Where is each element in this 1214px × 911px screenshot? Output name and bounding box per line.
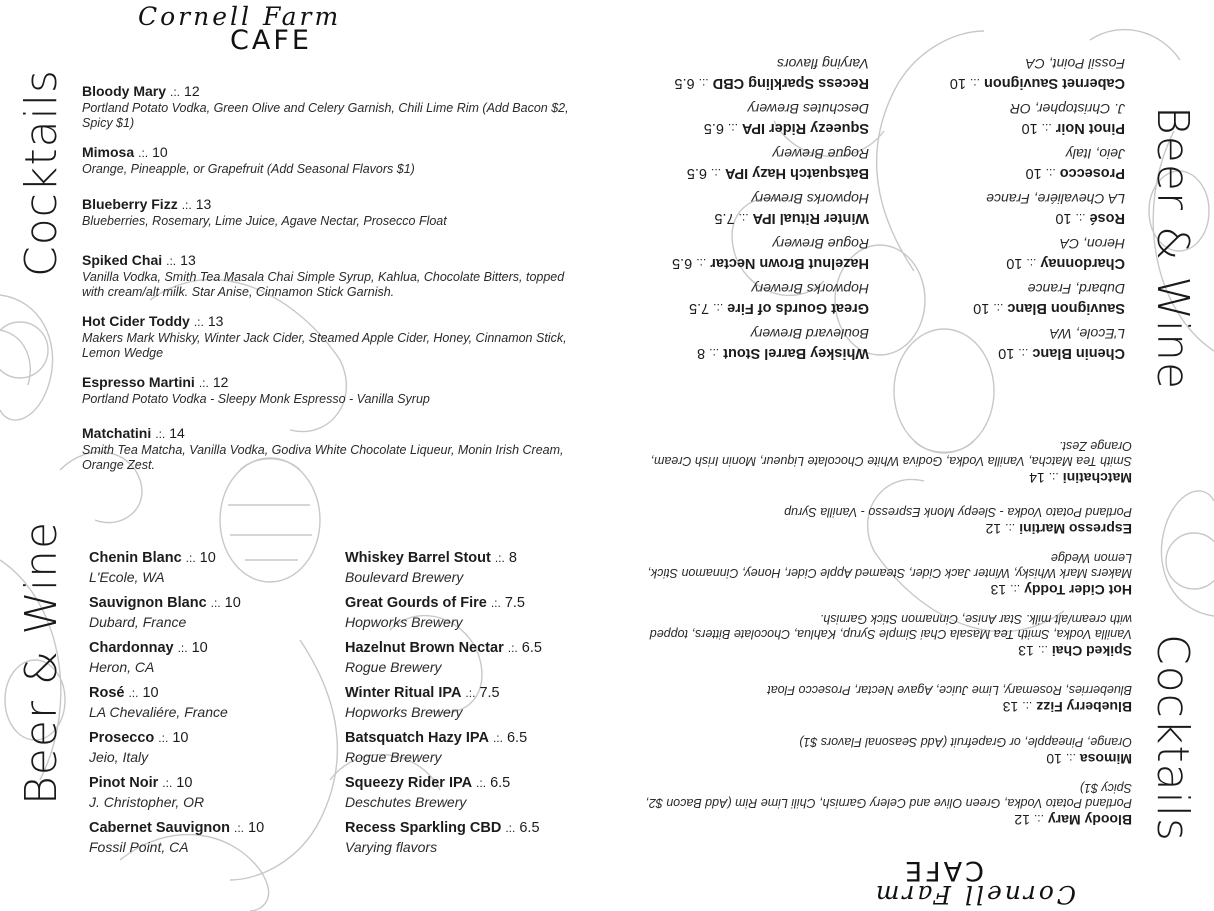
wine-item — [89, 549, 264, 594]
cocktail-item — [82, 83, 587, 131]
price-separator: .:. — [1037, 643, 1048, 657]
wine-list — [950, 47, 1125, 362]
beer-list — [345, 549, 542, 864]
cocktail-name: Blueberry Fizz — [82, 196, 178, 212]
beer-item — [345, 729, 542, 774]
beer-item — [672, 182, 869, 227]
wine-item — [89, 729, 264, 774]
beer-item — [672, 317, 869, 362]
price-separator: .:. — [170, 85, 181, 99]
wine-origin: J. Christopher, OR — [1009, 101, 1125, 117]
cocktail-item — [82, 144, 587, 177]
price-separator: .:. — [969, 76, 980, 90]
cocktail-price: 10 — [152, 144, 168, 160]
wine-origin: Jeio, Italy — [1065, 146, 1125, 162]
price-separator: .:. — [1065, 751, 1076, 765]
price-separator: .:. — [698, 76, 709, 90]
wine-list — [89, 549, 264, 864]
cocktail-name: Bloody Mary — [1047, 812, 1132, 828]
wine-item — [950, 47, 1125, 92]
cafe-logo — [138, 2, 438, 56]
cocktail-item — [627, 550, 1132, 598]
price-separator: .:. — [155, 427, 166, 441]
wine-item — [950, 227, 1125, 272]
beer-item — [672, 137, 869, 182]
price-separator: .:. — [234, 821, 245, 835]
price-separator: .:. — [1033, 812, 1044, 826]
wine-item — [950, 272, 1125, 317]
wine-origin: L'Ecole, WA — [89, 569, 165, 585]
wine-price: 10 — [1021, 120, 1038, 136]
price-separator: .:. — [713, 301, 724, 315]
beer-name: Whiskey Barrel Stout — [345, 550, 491, 566]
beer-item — [345, 819, 542, 864]
beer-item — [672, 227, 869, 272]
beer-name: Hazelnut Brown Nectar — [345, 640, 504, 656]
cocktail-description: Smith Tea Matcha, Vanilla Vodka, Godiva White Chocolate Liqueur, Monin Irish Cream, Orange Zest. — [82, 443, 564, 472]
beer-wine-section-title: Beer & Wine — [16, 520, 67, 805]
wine-name: Prosecco — [89, 730, 155, 746]
cocktail-item — [627, 504, 1132, 537]
wine-name: Prosecco — [1059, 165, 1125, 181]
cocktail-description: Orange, Pineapple, or Grapefruit (Add Seasonal Flavors $1) — [799, 735, 1132, 749]
beer-origin: Boulevard Brewery — [345, 569, 464, 585]
price-separator: .:. — [711, 166, 722, 180]
price-separator: .:. — [158, 731, 169, 745]
wine-origin: L'Ecole, WA — [1049, 326, 1125, 342]
price-separator: .:. — [128, 686, 139, 700]
beer-item — [345, 639, 542, 684]
price-separator: .:. — [198, 376, 209, 390]
beer-name: Recess Sparkling CBD — [345, 820, 502, 836]
cocktail-price: 13 — [1018, 643, 1034, 659]
logo-script: Cornell Farm — [138, 2, 342, 31]
beer-price: 7.5 — [714, 210, 735, 226]
cocktail-description: Vanilla Vodka, Smith Tea Masala Chai Simple Syrup, Kahlua, Chocolate Bitters, topped with cream/alt milk. Star Anise, Cinnamon Stick Garnish. — [82, 270, 565, 299]
beer-origin: Boulevard Brewery — [750, 326, 869, 342]
price-separator: .:. — [476, 776, 487, 790]
cocktail-description: Blueberries, Rosemary, Lime Juice, Agave Nectar, Prosecco Float — [82, 214, 447, 228]
beer-price: 6.5 — [674, 75, 695, 91]
beer-price: 6.5 — [703, 120, 724, 136]
beer-name: Winter Ritual IPA — [345, 685, 462, 701]
price-separator: .:. — [1018, 346, 1029, 360]
wine-price: 10 — [1006, 255, 1023, 271]
beer-item — [345, 774, 542, 819]
cocktails-section-title: Cocktails — [16, 69, 67, 277]
wine-name: Rosé — [1089, 210, 1125, 226]
wine-item — [950, 182, 1125, 227]
wine-name: Chenin Blanc — [1032, 345, 1125, 361]
cocktail-name: Mimosa — [1079, 751, 1132, 767]
beer-price: 7.5 — [504, 595, 525, 611]
wine-item — [89, 819, 264, 864]
price-separator: .:. — [492, 731, 503, 745]
logo-cafe: CAFE — [230, 25, 312, 56]
price-separator: .:. — [185, 551, 196, 565]
wine-name: Sauvignon Blanc — [89, 595, 207, 611]
wine-origin: LA Chevaliére, France — [89, 704, 228, 720]
menu-page-inverted — [607, 0, 1214, 911]
cocktail-item — [627, 611, 1132, 659]
beer-origin: Rogue Brewery — [345, 749, 442, 765]
beer-price: 8 — [697, 345, 706, 361]
cocktail-item — [627, 780, 1132, 828]
beer-name: Batsquatch Hazy IPA — [345, 730, 489, 746]
beer-name: Whiskey Barrel Stout — [723, 345, 869, 361]
wine-price: 10 — [1055, 210, 1072, 226]
wine-price: 10 — [199, 550, 216, 566]
cocktail-name: Matchatini — [82, 425, 152, 441]
beer-name: Batsquatch Hazy IPA — [725, 165, 869, 181]
beer-item — [672, 92, 869, 137]
wine-name: Chardonnay — [89, 640, 174, 656]
cocktail-price: 12 — [1014, 812, 1030, 828]
beer-price: 6.5 — [521, 640, 542, 656]
wine-origin: J. Christopher, OR — [89, 794, 205, 810]
price-separator: .:. — [1022, 699, 1033, 713]
cocktail-name: Matchatini — [1062, 470, 1132, 486]
price-separator: .:. — [181, 198, 192, 212]
price-separator: .:. — [1026, 256, 1037, 270]
beer-name: Great Gourds of Fire — [727, 300, 869, 316]
price-separator: .:. — [162, 776, 173, 790]
wine-item — [89, 684, 264, 729]
cocktail-price: 13 — [195, 196, 212, 212]
price-separator: .:. — [494, 551, 505, 565]
cocktail-description: Makers Mark Whisky, Winter Jack Cider, Steamed Apple Cider, Honey, Cinnamon Stick, Lemon Wedge — [82, 331, 567, 360]
cocktail-name: Mimosa — [82, 144, 135, 160]
wine-name: Pinot Noir — [1055, 120, 1125, 136]
wine-name: Sauvignon Blanc — [1007, 300, 1125, 316]
beer-item — [345, 594, 542, 639]
wine-name: Chardonnay — [1040, 255, 1125, 271]
beer-name: Recess Sparkling CBD — [712, 75, 869, 91]
cocktail-item — [627, 682, 1132, 715]
wine-price: 10 — [191, 640, 208, 656]
beer-price: 6.5 — [686, 165, 708, 181]
wine-name: Pinot Noir — [89, 775, 159, 791]
wine-price: 10 — [973, 300, 990, 316]
beer-origin: Deschutes Brewery — [747, 101, 869, 117]
price-separator: .:. — [138, 146, 149, 160]
beer-origin: Hopworks Brewery — [345, 614, 463, 630]
cocktail-item — [627, 734, 1132, 767]
wine-item — [89, 639, 264, 684]
wine-price: 10 — [224, 595, 241, 611]
beer-name: Hazelnut Brown Nectar — [710, 255, 869, 271]
beer-name: Squeezy Rider IPA — [741, 120, 869, 136]
wine-name: Chenin Blanc — [89, 550, 182, 566]
price-separator: .:. — [993, 301, 1004, 315]
price-separator: .:. — [505, 821, 516, 835]
cocktail-item — [82, 252, 587, 300]
wine-item — [89, 774, 264, 819]
beer-price: 7.5 — [689, 300, 710, 316]
beer-price: 6.5 — [490, 775, 511, 791]
wine-name: Cabernet Sauvignon — [89, 820, 230, 836]
beer-origin: Hopworks Brewery — [345, 704, 463, 720]
cocktail-name: Spiked Chai — [1051, 643, 1132, 659]
wine-price: 10 — [176, 775, 193, 791]
cocktail-price: 13 — [180, 252, 196, 268]
beer-origin: Rogue Brewery — [345, 659, 442, 675]
cafe-logo — [776, 855, 1076, 909]
cocktail-item — [82, 313, 587, 361]
cocktail-item — [82, 374, 587, 407]
beer-price: 6.5 — [672, 255, 693, 271]
wine-origin: Jeio, Italy — [89, 749, 149, 765]
price-separator: .:. — [1075, 211, 1086, 225]
wine-origin: Heron, CA — [89, 659, 155, 675]
wine-origin: Dubard, France — [1027, 281, 1125, 297]
cocktail-price: 14 — [1029, 470, 1045, 486]
wine-origin: Fossil Point, CA — [89, 839, 189, 855]
price-separator: .:. — [177, 641, 188, 655]
beer-price: 7.5 — [479, 685, 500, 701]
wine-item — [950, 92, 1125, 137]
wine-price: 10 — [142, 685, 159, 701]
wine-origin: LA Chevaliére, France — [986, 191, 1125, 207]
cocktail-item — [82, 425, 587, 473]
wine-origin: Dubard, France — [89, 614, 187, 630]
beer-price: 6.5 — [519, 820, 540, 836]
cocktail-item — [627, 438, 1132, 486]
price-separator: .:. — [696, 256, 707, 270]
beer-item — [345, 684, 542, 729]
beer-item — [345, 549, 542, 594]
wine-price: 10 — [1025, 165, 1042, 181]
cocktail-name: Hot Cider Toddy — [82, 313, 190, 329]
price-separator: .:. — [1041, 121, 1052, 135]
price-separator: .:. — [727, 121, 738, 135]
price-separator: .:. — [507, 641, 518, 655]
cocktails-section-title: Cocktails — [1147, 634, 1198, 842]
price-separator: .:. — [1045, 166, 1056, 180]
cocktail-name: Bloody Mary — [82, 83, 167, 99]
price-separator: .:. — [1010, 582, 1021, 596]
wine-price: 10 — [998, 345, 1015, 361]
wine-origin: Fossil Point, CA — [1025, 56, 1125, 72]
price-separator: .:. — [490, 596, 501, 610]
price-separator: .:. — [465, 686, 476, 700]
cocktail-price: 14 — [169, 425, 185, 441]
cocktail-description: Smith Tea Matcha, Vanilla Vodka, Godiva White Chocolate Liqueur, Monin Irish Cream, Orange Zest. — [650, 439, 1132, 468]
price-separator: .:. — [166, 254, 177, 268]
wine-item — [950, 317, 1125, 362]
cocktail-price: 12 — [184, 83, 200, 99]
cocktail-description: Portland Potato Vodka, Green Olive and Celery Garnish, Chili Lime Rim (Add Bacon $2, Spicy $1) — [82, 101, 569, 130]
cocktail-price: 10 — [1046, 751, 1062, 767]
beer-origin: Varying flavors — [776, 56, 869, 72]
cocktail-price: 12 — [985, 521, 1002, 537]
logo-cafe: CAFE — [902, 855, 984, 886]
beer-name: Winter Ritual IPA — [752, 210, 869, 226]
beer-origin: Hopworks Brewery — [751, 191, 869, 207]
cocktail-name: Spiked Chai — [82, 252, 163, 268]
beer-item — [672, 47, 869, 92]
wine-name: Rosé — [89, 685, 125, 701]
cocktail-description: Portland Potato Vodka - Sleepy Monk Espresso - Vanilla Syrup — [784, 505, 1132, 519]
beer-origin: Rogue Brewery — [772, 146, 869, 162]
cocktail-name: Espresso Martini — [1019, 521, 1132, 537]
beer-origin: Rogue Brewery — [772, 236, 869, 252]
cocktail-price: 12 — [212, 374, 229, 390]
logo-script: Cornell Farm — [872, 880, 1076, 909]
cocktail-price: 13 — [990, 582, 1007, 598]
beer-price: 6.5 — [506, 730, 528, 746]
price-separator: .:. — [193, 315, 204, 329]
price-separator: .:. — [738, 211, 749, 225]
beer-list — [672, 47, 869, 362]
price-separator: .:. — [1005, 521, 1016, 535]
beer-origin: Varying flavors — [345, 839, 438, 855]
wine-item — [89, 594, 264, 639]
wine-origin: Heron, CA — [1059, 236, 1125, 252]
wine-price: 10 — [248, 820, 265, 836]
beer-origin: Hopworks Brewery — [751, 281, 869, 297]
cocktail-name: Hot Cider Toddy — [1024, 582, 1132, 598]
wine-price: 10 — [949, 75, 966, 91]
cocktail-description: Portland Potato Vodka - Sleepy Monk Espresso - Vanilla Syrup — [82, 392, 430, 406]
beer-origin: Deschutes Brewery — [345, 794, 467, 810]
cocktail-price: 13 — [1002, 699, 1019, 715]
wine-name: Cabernet Sauvignon — [984, 75, 1125, 91]
beer-item — [672, 272, 869, 317]
wine-item — [950, 137, 1125, 182]
cocktail-name: Espresso Martini — [82, 374, 195, 390]
wine-price: 10 — [172, 730, 189, 746]
beer-price: 8 — [508, 550, 517, 566]
cocktail-name: Blueberry Fizz — [1036, 699, 1132, 715]
beer-wine-section-title: Beer & Wine — [1147, 106, 1198, 391]
cocktail-description: Orange, Pineapple, or Grapefruit (Add Seasonal Flavors $1) — [82, 162, 415, 176]
cocktail-description: Makers Mark Whisky, Winter Jack Cider, Steamed Apple Cider, Honey, Cinnamon Stick, Lemon Wedge — [647, 551, 1132, 580]
price-separator: .:. — [210, 596, 221, 610]
cocktail-price: 13 — [207, 313, 224, 329]
price-separator: .:. — [709, 346, 720, 360]
beer-name: Squeezy Rider IPA — [345, 775, 473, 791]
cocktail-description: Blueberries, Rosemary, Lime Juice, Agave Nectar, Prosecco Float — [767, 683, 1132, 697]
cocktail-description: Vanilla Vodka, Smith Tea Masala Chai Simple Syrup, Kahlua, Chocolate Bitters, topped with cream/alt milk. Star Anise, Cinnamon Stick Garnish. — [649, 612, 1132, 641]
cocktail-description: Portland Potato Vodka, Green Olive and Celery Garnish, Chili Lime Rim (Add Bacon $2, Spicy $1) — [645, 781, 1132, 810]
cocktail-item — [82, 196, 587, 229]
price-separator: .:. — [1048, 470, 1059, 484]
beer-name: Great Gourds of Fire — [345, 595, 487, 611]
